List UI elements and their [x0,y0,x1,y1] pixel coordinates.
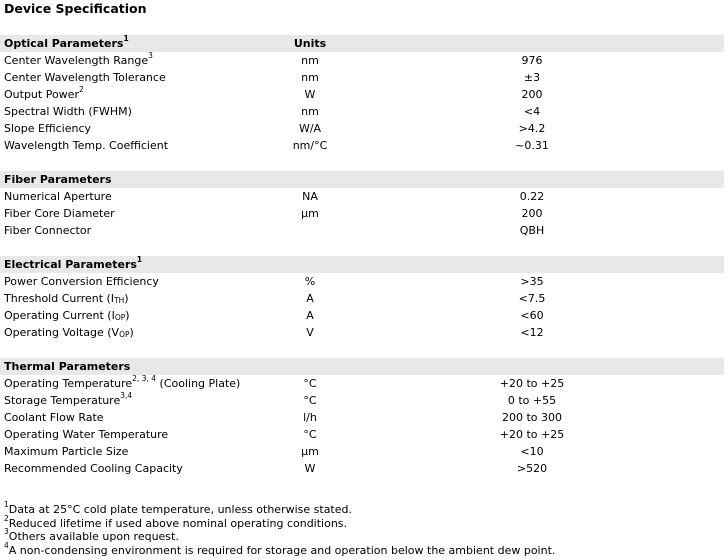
table-row [0,103,724,120]
section-title: Fiber Parameters [4,173,112,186]
parameter-value: +20 to +25 [499,377,565,390]
table-row [0,324,724,341]
footnote: $^4$A non-condensing environment is required for storage and operation below the ambient dew point. [4,540,556,557]
parameter-value: <10 [520,445,544,458]
parameter-unit: A [306,292,314,305]
parameter-name: Operating Temperature$^{2, 3, 4}$ (Cooling Plate) [4,374,241,390]
footnote-mark: 2 [4,513,9,523]
table-row [0,460,724,477]
footnote-ref: 3 [148,51,153,61]
parameter-value: <12 [520,326,544,339]
footnote-mark: 1 [4,500,9,510]
footnote: $^3$Others available upon request. [4,527,179,543]
parameter-unit: nm [301,54,319,67]
parameter-name: Wavelength Temp. Coefficient [4,139,169,152]
footnote-ref: 3,4 [120,391,133,401]
footnote: $^2$Reduced lifetime if used above nominal operating conditions. [4,513,348,530]
parameter-name: Fiber Core Diameter [4,207,115,220]
parameter-value: 976 [521,54,543,67]
footnote: $^1$Data at 25°C cold plate temperature, unless otherwise stated. [4,500,352,516]
parameter-unit: °C [303,428,317,441]
footnote-ref: 1 [136,255,143,265]
parameter-name: Center Wavelength Tolerance [4,71,166,84]
parameter-unit: V [306,326,314,339]
parameter-value: +20 to +25 [499,428,565,441]
table-row [0,188,724,205]
parameter-name: Threshold Current $(I_{TH})$ [4,292,129,305]
section-header [0,171,724,188]
parameter-unit: NA [302,190,318,203]
table-row [0,290,724,307]
parameter-unit: nm [301,71,319,84]
parameter-name: Fiber Connector [4,224,92,237]
parameter-value: 0 to +55 [507,394,557,407]
parameter-unit: °C [303,377,317,390]
parameter-name: Coolant Flow Rate [4,411,104,424]
units-column-header: Units [293,37,327,50]
parameter-value: QBH [519,224,545,237]
table-row [0,222,724,239]
table-row [0,52,724,69]
table-row [0,120,724,137]
parameter-unit: A [306,309,314,322]
parameter-name: Operating Current $(I_{OP})$ [4,309,130,322]
table-row [0,426,724,443]
parameter-unit: µm [301,445,319,458]
section-title: Optical Parameters$^1$ [4,34,129,50]
parameter-name: Storage Temperature$^{3,4}$ [4,391,133,407]
parameter-name: Power Conversion Efficiency [4,275,159,288]
parameter-unit: °C [303,394,317,407]
subscript: OP [119,330,130,339]
parameter-value: >4.2 [518,122,546,135]
parameter-unit: nm [301,105,319,118]
footnote-mark: 3 [4,527,9,537]
parameter-unit: W/A [298,122,322,135]
table-row [0,86,724,103]
parameter-value: >520 [516,462,548,475]
parameter-unit [230,222,390,239]
parameter-unit: % [304,275,316,288]
parameter-unit: l/h [303,411,317,424]
parameter-unit: µm [301,207,319,220]
parameter-name: Spectral Width (FWHM) [4,105,132,118]
parameter-name: Numerical Aperture [4,190,112,203]
footnote-ref: 2 [78,85,84,95]
parameter-name: Output Power$^2$ [4,85,84,101]
table-row [0,307,724,324]
parameter-unit: nm/°C [292,139,328,152]
parameter-value: <4 [523,105,541,118]
parameter-value: 200 [521,88,543,101]
footnotes [4,500,556,557]
parameter-value: <60 [520,309,544,322]
parameter-value: 0.22 [519,190,545,203]
table-row [0,205,724,222]
parameter-value: >35 [520,275,544,288]
footnote-ref: 2, 3, 4 [132,374,157,384]
parameter-unit: W [304,462,316,475]
parameter-value: ±3 [523,71,541,84]
table-row [0,392,724,409]
parameter-name: Maximum Particle Size [4,445,129,458]
parameter-value: 200 to 300 [501,411,563,424]
parameter-name: Recommended Cooling Capacity [4,462,183,475]
table-row [0,409,724,426]
page-title: Device Specification [4,1,147,16]
table-row [0,443,724,460]
section-title: Electrical Parameters$^1$ [4,255,143,271]
table-row [0,69,724,86]
subscript: OP [114,313,126,322]
footnote-mark: 4 [4,540,9,550]
parameter-name: Operating Voltage $(V_{OP})$ [4,326,134,339]
parameter-name: Operating Water Temperature [4,428,169,441]
parameter-value: 200 [521,207,543,220]
parameter-value: <7.5 [518,292,546,305]
table-row [0,375,724,392]
subscript: TH [114,296,125,305]
parameter-name: Slope Efficiency [4,122,92,135]
parameter-unit: W [304,88,316,101]
section-header [0,35,724,52]
parameter-name: Center Wavelength Range$^3$ [4,51,153,67]
section-title: Thermal Parameters [4,360,131,373]
parameter-value: ~0.31 [515,139,549,152]
section-header [0,256,724,273]
table-row [0,137,724,154]
table-row [0,273,724,290]
section-header [0,358,724,375]
footnote-ref: 1 [123,34,129,44]
